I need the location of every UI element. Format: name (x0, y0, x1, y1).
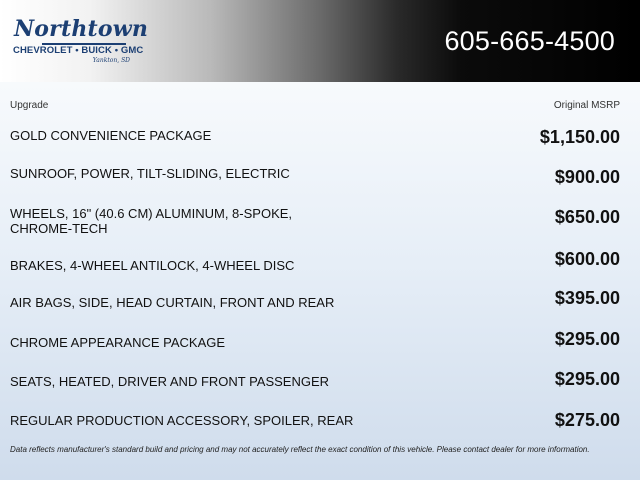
logo-city: Yankton, SD (92, 57, 130, 64)
upgrade-price: $275.00 (554, 410, 620, 430)
upgrade-price: $395.00 (554, 288, 620, 308)
upgrade-name: WHEELS, 16" (40.6 CM) ALUMINUM, 8-SPOKE, CHROME-TECH (10, 206, 293, 236)
logo-name: Northtown (14, 16, 149, 42)
disclaimer-text: Data reflects manufacturer's standard build and pricing and may not accurately reflect the exact condition of this vehicle. Please contact dealer for more information. (10, 445, 590, 454)
upgrade-name: REGULAR PRODUCTION ACCESSORY, SPOILER, REAR (10, 413, 354, 428)
upgrade-price: $600.00 (554, 249, 620, 269)
header-banner (0, 0, 640, 82)
upgrade-price: $650.00 (554, 207, 620, 227)
dealer-logo (12, 16, 149, 66)
upgrade-price: $1,150.00 (539, 127, 620, 147)
logo-brands: CHEVROLET • BUICK • GMC (13, 45, 144, 56)
upgrade-name: BRAKES, 4-WHEEL ANTILOCK, 4-WHEEL DISC (10, 258, 295, 273)
upgrade-price: $295.00 (554, 369, 620, 389)
upgrade-name: AIR BAGS, SIDE, HEAD CURTAIN, FRONT AND REAR (10, 295, 335, 310)
upgrade-price: $900.00 (554, 167, 620, 187)
upgrade-name: SUNROOF, POWER, TILT-SLIDING, ELECTRIC (10, 166, 290, 181)
upgrade-price: $295.00 (554, 329, 620, 349)
upgrade-name: GOLD CONVENIENCE PACKAGE (10, 128, 212, 143)
upgrade-name: SEATS, HEATED, DRIVER AND FRONT PASSENGER (10, 374, 330, 389)
phone-number[interactable]: 605-665-4500 (444, 26, 615, 56)
column-header-upgrade: Upgrade (10, 100, 49, 111)
column-header-msrp: Original MSRP (553, 100, 620, 111)
upgrade-name: CHROME APPEARANCE PACKAGE (10, 335, 226, 350)
